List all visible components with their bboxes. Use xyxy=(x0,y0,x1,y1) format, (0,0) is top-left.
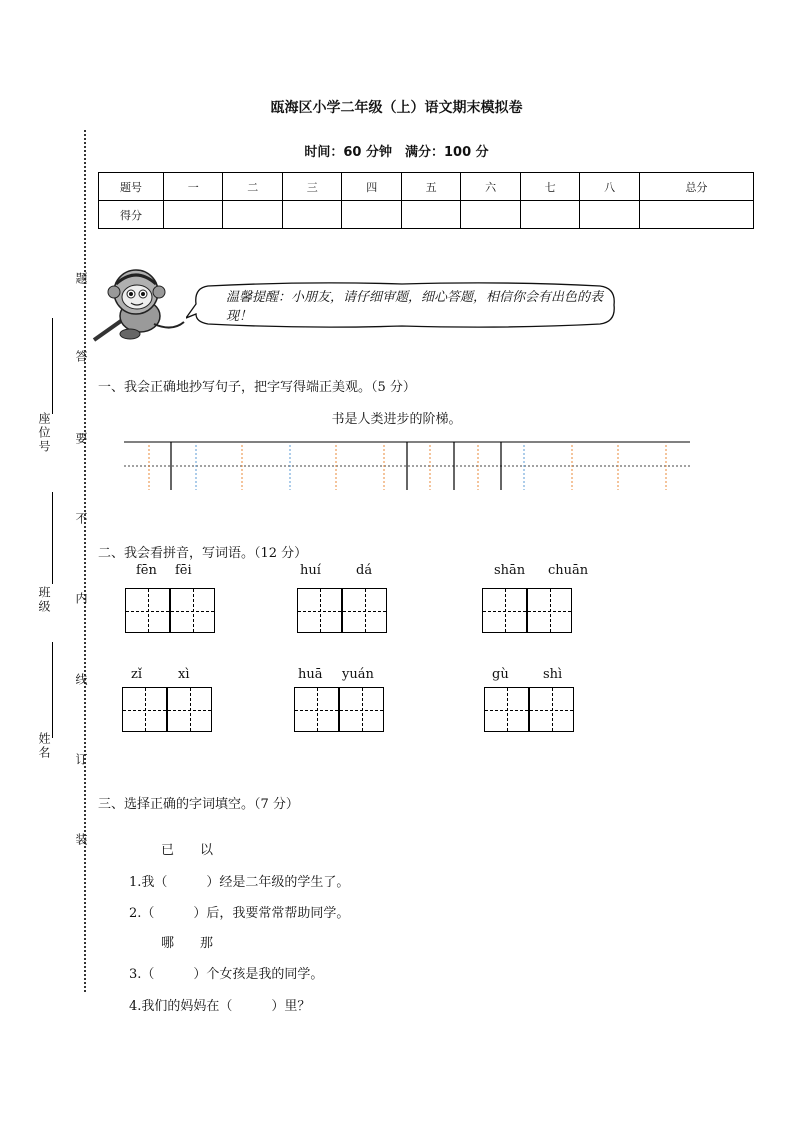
pinyin-label: chuān xyxy=(548,563,589,578)
margin-char: 装 xyxy=(74,833,88,847)
writing-grid-cell[interactable] xyxy=(170,588,215,633)
margin-char: 要 xyxy=(74,432,88,446)
exam-info: 时间：60 分钟 满分：100 分 xyxy=(304,145,489,160)
pinyin-label: dá xyxy=(356,563,373,578)
writing-grid-cell[interactable] xyxy=(125,588,170,633)
margin-char: 订 xyxy=(74,753,88,767)
writing-grid-cell[interactable] xyxy=(482,588,527,633)
score-field[interactable] xyxy=(223,201,282,229)
writing-grid-cell[interactable] xyxy=(167,687,212,732)
margin-char: 内 xyxy=(74,592,88,606)
choice-words: 哪 那 xyxy=(161,936,214,951)
table-cell: 八 xyxy=(580,173,639,201)
table-cell: 一 xyxy=(164,173,223,201)
pinyin-label: huā xyxy=(298,667,323,682)
fill-in-item[interactable]: 2.（ ）后，我要常常帮助同学。 xyxy=(129,906,350,921)
section-2-heading: 二、我会看拼音，写词语。（12 分） xyxy=(98,546,308,561)
score-table-header-row xyxy=(99,173,754,201)
class-label: 班级 xyxy=(37,586,51,614)
writing-grid-cell[interactable] xyxy=(339,687,384,732)
name-line[interactable] xyxy=(52,642,54,738)
score-field[interactable] xyxy=(282,201,341,229)
margin-char: 题 xyxy=(74,272,88,286)
section-1-heading: 一、我会正确地抄写句子，把字写得端正美观。（5 分） xyxy=(98,380,416,395)
table-cell: 题号 xyxy=(99,173,164,201)
margin-char: 不 xyxy=(74,512,88,526)
choice-words: 已 以 xyxy=(161,843,214,858)
table-cell: 得分 xyxy=(99,201,164,229)
score-field[interactable] xyxy=(461,201,520,229)
pinyin-label: zǐ xyxy=(131,667,143,682)
pinyin-label: xì xyxy=(178,667,190,682)
writing-grid-cell[interactable] xyxy=(294,687,339,732)
score-table xyxy=(98,172,754,229)
score-field[interactable] xyxy=(342,201,401,229)
score-field[interactable] xyxy=(520,201,579,229)
copy-sentence: 书是人类进步的阶梯。 xyxy=(331,412,462,427)
pinyin-label: yuán xyxy=(342,667,374,682)
score-field[interactable] xyxy=(164,201,223,229)
fill-in-item[interactable]: 3.（ ）个女孩是我的同学。 xyxy=(129,967,324,982)
score-field[interactable] xyxy=(580,201,639,229)
pinyin-label: shān xyxy=(494,563,526,578)
writing-grid-cell[interactable] xyxy=(527,588,572,633)
seat-number-line[interactable] xyxy=(52,318,54,414)
table-cell: 二 xyxy=(223,173,282,201)
section-3-heading: 三、选择正确的字词填空。（7 分） xyxy=(98,797,299,812)
handwriting-lines[interactable] xyxy=(124,441,692,491)
table-cell: 总分 xyxy=(639,173,753,201)
pinyin-label: fēn xyxy=(136,563,157,578)
table-cell: 三 xyxy=(282,173,341,201)
score-table-score-row xyxy=(99,201,754,229)
name-label: 姓名 xyxy=(37,732,51,760)
binding-dotted-line xyxy=(84,130,86,992)
pinyin-label: shì xyxy=(543,667,563,682)
pinyin-label: fēi xyxy=(175,563,192,578)
margin-char: 线 xyxy=(74,673,88,687)
writing-grid-cell[interactable] xyxy=(297,588,342,633)
margin-char: 答 xyxy=(74,350,88,364)
table-cell: 五 xyxy=(401,173,460,201)
pinyin-label: gù xyxy=(492,667,509,682)
page-title: 瓯海区小学二年级（上）语文期末模拟卷 xyxy=(270,100,523,116)
monkey-mascot-icon xyxy=(92,262,192,346)
class-line[interactable] xyxy=(52,492,54,584)
seat-number-label: 座位号 xyxy=(37,412,51,454)
score-field[interactable] xyxy=(401,201,460,229)
pinyin-label: huí xyxy=(300,563,321,578)
fill-in-item[interactable]: 1.我（ ）经是二年级的学生了。 xyxy=(129,875,350,890)
writing-grid-cell[interactable] xyxy=(484,687,529,732)
table-cell: 六 xyxy=(461,173,520,201)
writing-grid-cell[interactable] xyxy=(122,687,167,732)
table-cell: 七 xyxy=(520,173,579,201)
writing-grid-cell[interactable] xyxy=(529,687,574,732)
fill-in-item[interactable]: 4.我们的妈妈在（ ）里？ xyxy=(129,999,311,1014)
table-cell: 四 xyxy=(342,173,401,201)
score-field[interactable] xyxy=(639,201,753,229)
writing-grid-cell[interactable] xyxy=(342,588,387,633)
tip-text: 温馨提醒：小朋友，请仔细审题，细心答题，相信你会有出色的表现！ xyxy=(226,290,604,324)
